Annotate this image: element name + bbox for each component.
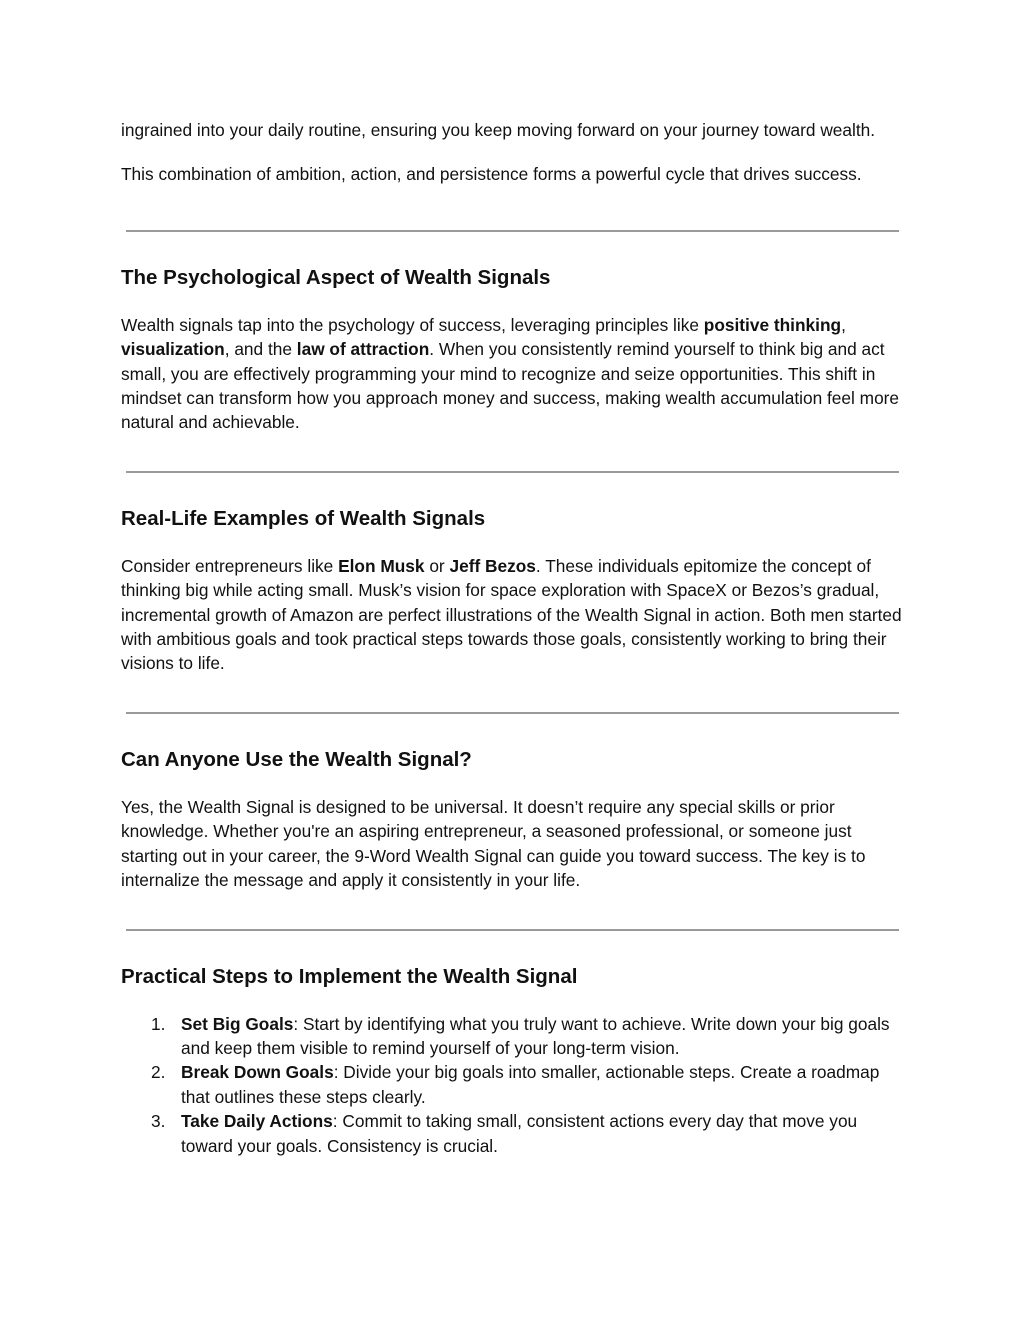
text-run: , [841,314,846,335]
section-heading-examples: Real-Life Examples of Wealth Signals [121,506,486,530]
section-divider [126,471,899,473]
section-heading-psychological: The Psychological Aspect of Wealth Signals [121,265,551,289]
step-title: Break Down Goals [181,1062,334,1083]
step-title: Set Big Goals [181,1013,294,1034]
section-divider [126,712,899,714]
step-text: : Commit to taking small, consistent actions every day that move you toward your goals. Consistency is crucial. [181,1111,858,1156]
section-divider [126,230,899,232]
examples-paragraph [121,554,905,676]
bold-name-elon-musk: Elon Musk [338,555,425,576]
intro-paragraph-1: ingrained into your daily routine, ensuring you keep moving forward on your journey toward wealth. [121,120,876,140]
list-item [121,1060,905,1109]
intro-paragraph-2: This combination of ambition, action, and persistence forms a powerful cycle that drives success. [121,164,862,185]
anyone-paragraph: Yes, the Wealth Signal is designed to be universal. It doesn’t require any special skills or prior knowledge. Whether you're an aspiring entrepreneur, a seasoned professional, or someone just starting out in your career, the 9-Word Wealth Signal can guide you toward success. The key is to internalize the message and apply it consistently in your life. [121,796,866,891]
list-item [121,1012,905,1061]
text-run: or [424,555,450,576]
list-number: 2. [151,1062,166,1083]
bold-term-positive-thinking: positive thinking [703,314,842,335]
list-item [121,1109,905,1158]
bold-name-jeff-bezos: Jeff Bezos [449,555,536,576]
section-divider [126,929,899,931]
text-run: , and the [224,339,297,360]
text-run: Consider entrepreneurs like [121,555,339,576]
section-heading-steps: Practical Steps to Implement the Wealth Signal [121,964,578,988]
bold-term-law-of-attraction: law of attraction [296,339,430,360]
step-text: : Start by identifying what you truly want to achieve. Write down your big goals and keep them visible to remind yourself of your long-term vision. [181,1013,890,1058]
step-text: : Divide your big goals into smaller, actionable steps. Create a roadmap that outlines these steps clearly. [181,1062,880,1107]
list-number: 3. [151,1111,166,1132]
document-page [121,118,905,1158]
section-heading-anyone: Can Anyone Use the Wealth Signal? [121,747,472,771]
list-number: 1. [151,1013,166,1034]
step-title: Take Daily Actions [181,1111,333,1132]
bold-term-visualization: visualization [121,339,225,360]
text-run: Wealth signals tap into the psychology of success, leveraging principles like [121,314,704,335]
text-run: . When you consistently remind yourself to think big and act small, you are effectively programming your mind to recognize and seize opportunities. This shift in mindset can transform how you approach money and success, making wealth accumulation feel more natural and achievable. [121,339,900,433]
steps-list [121,1012,905,1158]
text-run: . These individuals epitomize the concept of thinking big while acting small. Musk’s vision for space exploration with SpaceX or Bezos’s gradual, incremental growth of Amazon are perfect illustrations of the Wealth Signal in action. Both men started with ambitious goals and took practical steps towards those goals, consistently working to bring their visions to life. [121,555,902,674]
psychological-paragraph [121,313,905,435]
